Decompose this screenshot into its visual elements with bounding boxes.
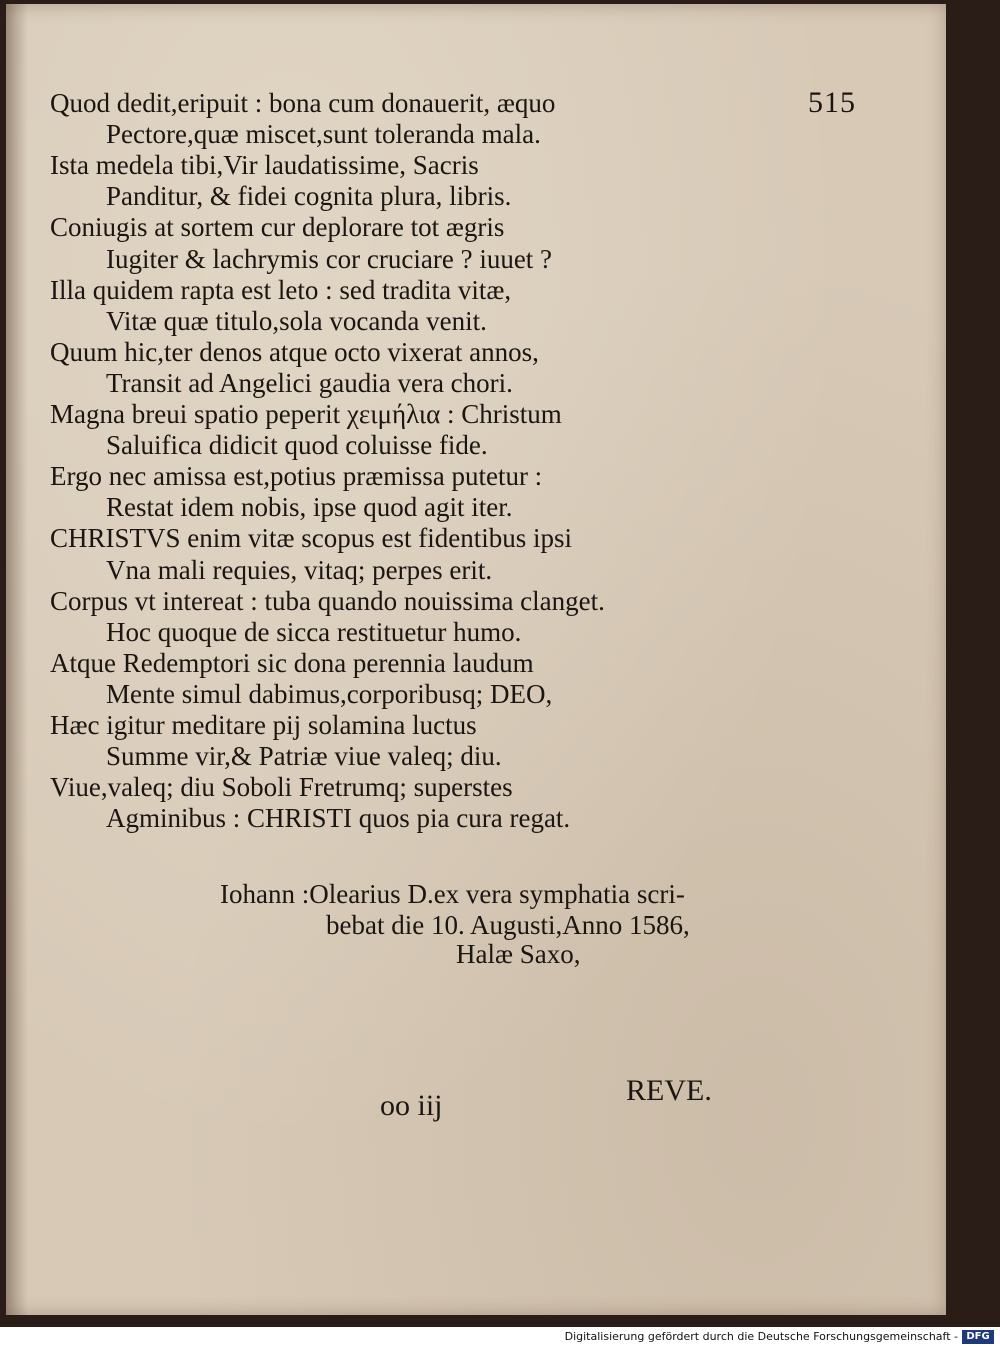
signature-mark: oo iij [380,1089,443,1122]
poem-line: Panditur, & fidei cognita plura, libris. [106,181,512,212]
poem-line: Transit ad Angelici gaudia vera chori. [106,367,513,398]
poem-line: Hoc quoque de sicca restituetur humo. [106,616,522,647]
poem-line: Corpus vt intereat : tuba quando nouissima clanget. [50,585,605,616]
signature-line-1: Iohann :Olearius D.ex vera symphatia scri- [220,879,685,909]
poem-line: Iugiter & lachrymis cor cruciare ? iuuet ? [106,243,553,274]
signature-line-2: bebat die 10. Augusti,Anno 1586, [326,910,690,940]
poem-line: Saluifica didicit quod coluisse fide. [106,430,488,461]
poem-line: Quum hic,ter denos atque octo vixerat annos, [50,336,539,367]
footer-bar [0,1327,1000,1348]
poem-line: Vna mali requies, vitaq; perpes erit. [106,554,493,585]
poem-line: Quod dedit,eripuit : bona cum donauerit, æquo [50,88,556,118]
poem-line: Ista medela tibi,Vir laudatissime, Sacris [50,150,479,181]
poem-line: Ergo nec amissa est,potius præmissa putetur : [50,461,543,492]
poem-line: Magna breui spatio peperit χειμήλια : Christum [50,399,562,429]
poem-line: Hæc igitur meditare pij solamina luctus [50,710,477,740]
poem-line: Restat idem nobis, ipse quod agit iter. [106,492,513,523]
poem-line: Vitæ quæ titulo,sola vocanda venit. [106,305,487,336]
poem-line: Agminibus : CHRISTI quos pia cura regat. [106,803,571,834]
poem-line: Summe vir,& Patriæ viue valeq; diu. [106,741,502,772]
book-page [6,4,946,1315]
dfg-logo: DFG [962,1330,994,1344]
poem-line: Illa quidem rapta est leto : sed tradita vitæ, [50,274,512,305]
signature-line-3: Halæ Saxo, [456,939,581,969]
poem-line: Viue,valeq; diu Soboli Fretrumq; superstes [50,772,513,803]
poem-line: Atque Redemptori sic dona perennia laudum [50,647,534,678]
poem-line: Pectore,quæ miscet,sunt toleranda mala. [106,119,541,150]
poem-line: Mente simul dabimus,corporibusq; DEO, [106,678,553,709]
poem-line: CHRISTVS enim vitæ scopus est fidentibus ipsi [50,523,573,554]
page-number: 515 [808,86,856,119]
poem [6,4,946,1315]
catchword: REVE. [626,1074,712,1107]
poem-line: Coniugis at sortem cur deplorare tot ægris [50,212,505,243]
footer-credit: Digitalisierung gefördert durch die Deutsche Forschungsgemeinschaft - [564,1330,958,1343]
